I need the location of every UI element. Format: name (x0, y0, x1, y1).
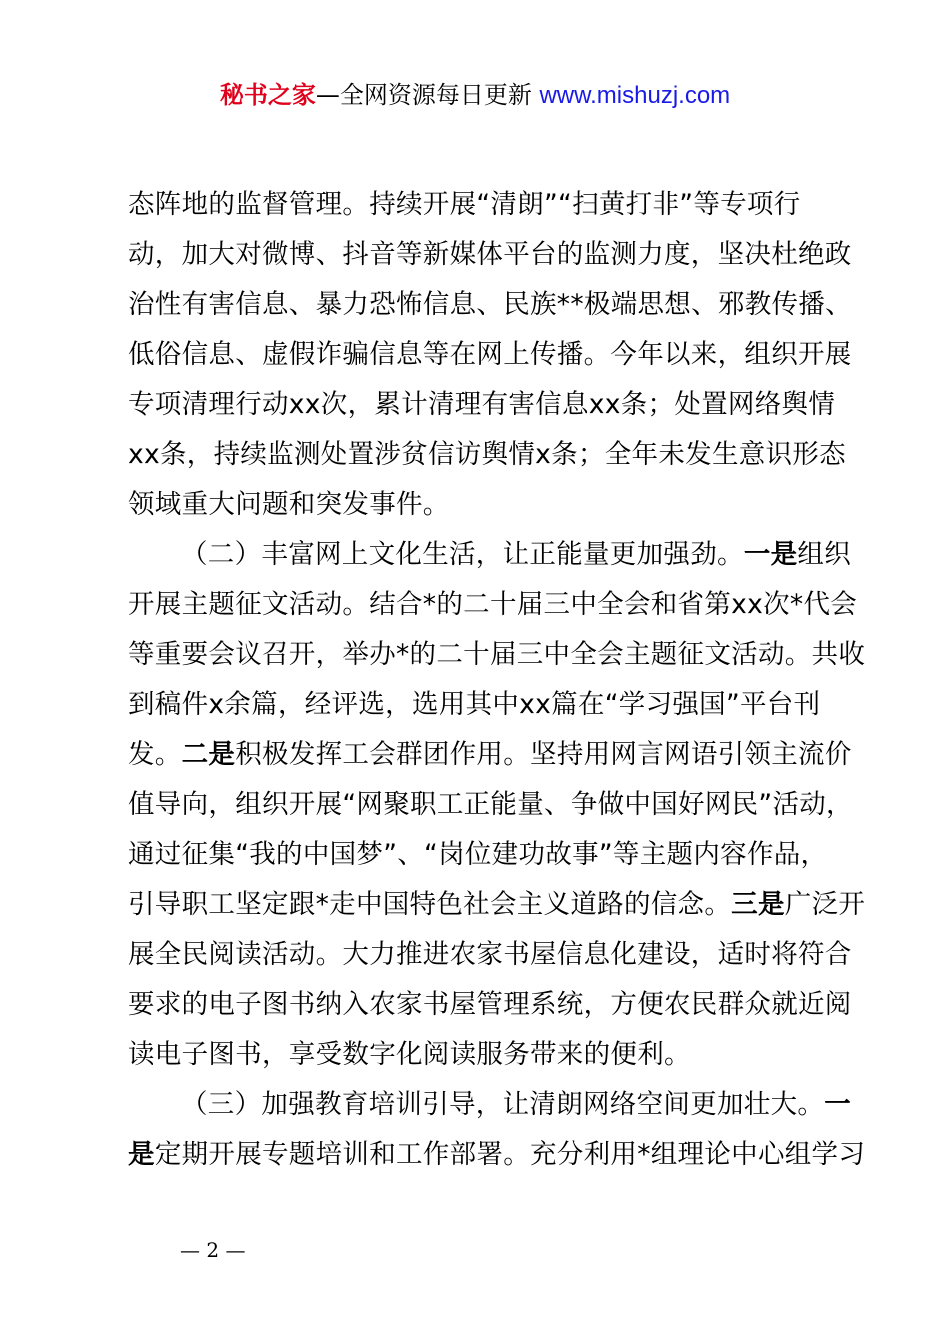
text-line: 通过征集“我的中国梦”、“岗位建功故事”等主题内容作品， (128, 839, 828, 870)
text-line: 开展主题征文活动。结合*的二十届三中全会和省第xx次*代会 (128, 589, 858, 620)
text-line: 态阵地的监督管理。持续开展“清朗”“扫黄打非”等专项行 (128, 189, 801, 220)
text-line: 到稿件x余篇，经评选，选用其中xx篇在“学习强国”平台刊 (128, 689, 821, 720)
text-line: 领域重大问题和突发事件。 (128, 489, 450, 520)
emphasis-first: 一 (824, 1089, 852, 1120)
text-line: 发。二是积极发挥工会群团作用。坚持用网言网语引领主流价 (128, 739, 852, 770)
text-line: 是定期开展专题培训和工作部署。充分利用*组理论中心组学习 (128, 1139, 866, 1170)
emphasis-second: 二是 (181, 739, 236, 770)
text-line: 展全民阅读活动。大力推进农家书屋信息化建设，适时将符合 (128, 939, 852, 970)
text-line: 动，加大对微博、抖音等新媒体平台的监测力度，坚决杜绝政 (128, 239, 852, 270)
section-heading-line: （三）加强教育培训引导，让清朗网络空间更加壮大。一 (181, 1089, 852, 1120)
text-line: xx条，持续监测处置涉贫信访舆情x条；全年未发生意识形态 (128, 439, 846, 470)
site-header (0, 78, 950, 113)
text-line: 读电子图书，享受数字化阅读服务带来的便利。 (128, 1039, 691, 1070)
site-tagline: —全网资源每日更新 (315, 81, 540, 109)
text-line: 专项清理行动xx次，累计清理有害信息xx条；处置网络舆情 (128, 389, 836, 420)
text-line: 引导职工坚定跟*走中国特色社会主义道路的信念。三是广泛开 (128, 889, 866, 920)
emphasis-first: 是 (128, 1139, 155, 1170)
emphasis-first: 一是 (743, 539, 798, 570)
page-number: — 2 — (180, 1238, 246, 1262)
text-line: 低俗信息、虚假诈骗信息等在网上传播。今年以来，组织开展 (128, 339, 852, 370)
site-brand: 秘书之家 (219, 81, 316, 109)
text-line: 值导向，组织开展“网聚职工正能量、争做中国好网民”活动， (128, 789, 853, 820)
text-line: 要求的电子图书纳入农家书屋管理系统，方便农民群众就近阅 (128, 989, 852, 1020)
document-body (128, 180, 866, 1180)
text-line: 等重要会议召开，举办*的二十届三中全会主题征文活动。共收 (128, 639, 866, 670)
emphasis-third: 三是 (731, 889, 785, 920)
site-url-link[interactable]: www.mishuzj.com (539, 82, 731, 109)
section-heading-line: （二）丰富网上文化生活，让正能量更加强劲。一是组织 (181, 539, 852, 570)
text-line: 治性有害信息、暴力恐怖信息、民族**极端思想、邪教传播、 (128, 289, 852, 320)
